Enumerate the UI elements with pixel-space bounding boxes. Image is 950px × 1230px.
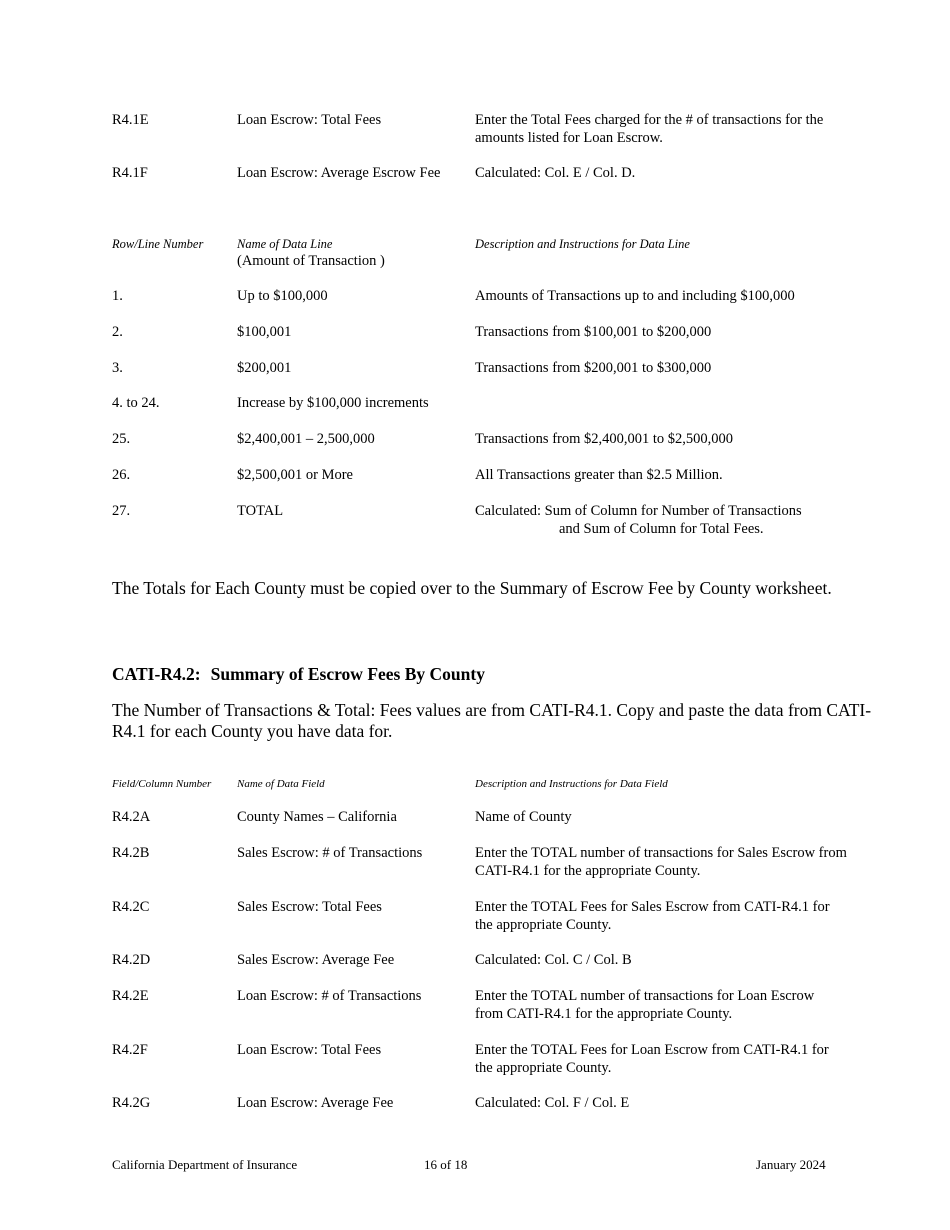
header-name-sublabel: (Amount of Transaction ) [237,253,385,269]
header-name-of-data-line [237,236,472,270]
field-code: R4.2B [112,845,150,861]
footer-page-number: 16 of 18 [424,1157,468,1172]
total-desc-line2: and Sum of Column for Total Fees. [559,520,764,537]
footer-date: January 2024 [756,1157,826,1172]
field-code: R4.1F [112,165,148,181]
field-code: R4.2D [112,952,151,968]
field-name: Sales Escrow: # of Transactions [237,845,423,861]
field-code: R4.2C [112,899,150,915]
line-number: 3. [112,360,123,376]
field-description: Enter the TOTAL Fees for Loan Escrow from CATI-R4.1 for the appropriate County. [475,1042,829,1076]
field-name: Loan Escrow: Total Fees [237,1042,382,1058]
line-description: Amounts of Transactions up to and including $100,000 [475,288,795,304]
line-description: Transactions from $2,400,001 to $2,500,000 [475,431,734,447]
line-number: 4. to 24. [112,395,160,411]
line-description: All Transactions greater than $2.5 Million. [475,467,723,483]
line-description: Transactions from $100,001 to $200,000 [475,324,712,340]
header-field-number: Field/Column Number [112,778,212,790]
field-name: Sales Escrow: Total Fees [237,899,382,915]
field-name: Sales Escrow: Average Fee [237,952,395,968]
header-name-label: Name of Data Line [237,237,333,251]
field-name: Loan Escrow: # of Transactions [237,988,422,1004]
line-description: Transactions from $200,001 to $300,000 [475,360,712,376]
field-description: Enter the Total Fees charged for the # of transactions for the amounts listed for Loan Escrow. [475,112,824,146]
field-code: R4.2G [112,1095,151,1111]
line-name: Up to $100,000 [237,288,328,304]
line-number: 1. [112,288,123,304]
line-name: $100,001 [237,324,292,340]
field-code: R4.2F [112,1042,148,1058]
header-description: Description and Instructions for Data Field [475,778,668,790]
field-code: R4.2A [112,809,151,825]
field-description: Name of County [475,809,572,825]
section-title: Summary of Escrow Fees By County [210,664,485,684]
field-code: R4.1E [112,112,149,128]
field-name: Loan Escrow: Average Fee [237,1095,394,1111]
footer-organization: California Department of Insurance [112,1157,298,1172]
line-name: Increase by $100,000 increments [237,395,429,411]
header-name-of-data-field: Name of Data Field [237,778,325,790]
line-name: $200,001 [237,360,292,376]
field-description: Enter the TOTAL Fees for Sales Escrow from CATI-R4.1 for the appropriate County. [475,899,830,933]
field-description: Enter the TOTAL number of transactions for Loan Escrow from CATI-R4.1 for the appropriate County. [475,988,815,1022]
header-description: Description and Instructions for Data Line [475,237,690,251]
field-description: Calculated: Col. E / Col. D. [475,165,636,181]
total-desc-line1: Calculated: Sum of Column for Number of Transactions [475,503,802,519]
header-row-line-number: Row/Line Number [112,237,204,251]
field-code: R4.2E [112,988,149,1004]
line-description [475,503,875,538]
field-name: Loan Escrow: Total Fees [237,112,382,128]
line-number: 25. [112,431,131,447]
field-name: Loan Escrow: Average Escrow Fee [237,165,441,181]
section-code: CATI-R4.2: [112,664,201,684]
line-number: 27. [112,503,131,519]
section-heading [112,664,485,685]
section-intro: The Number of Transactions & Total: Fees values are from CATI-R4.1. Copy and paste the data from CATI-R4.1 for each County you have data for. [112,700,872,741]
field-description: Calculated: Col. F / Col. E [475,1095,630,1111]
line-name: $2,400,001 – 2,500,000 [237,431,375,447]
field-description: Enter the TOTAL number of transactions for Sales Escrow from CATI-R4.1 for the appropriate County. [475,845,847,879]
totals-note: The Totals for Each County must be copied over to the Summary of Escrow Fee by County worksheet. [112,578,832,598]
line-name: $2,500,001 or More [237,467,353,483]
line-number: 26. [112,467,131,483]
line-name: TOTAL [237,503,284,519]
field-name: County Names – California [237,809,397,825]
line-number: 2. [112,324,123,340]
field-description: Calculated: Col. C / Col. B [475,952,632,968]
